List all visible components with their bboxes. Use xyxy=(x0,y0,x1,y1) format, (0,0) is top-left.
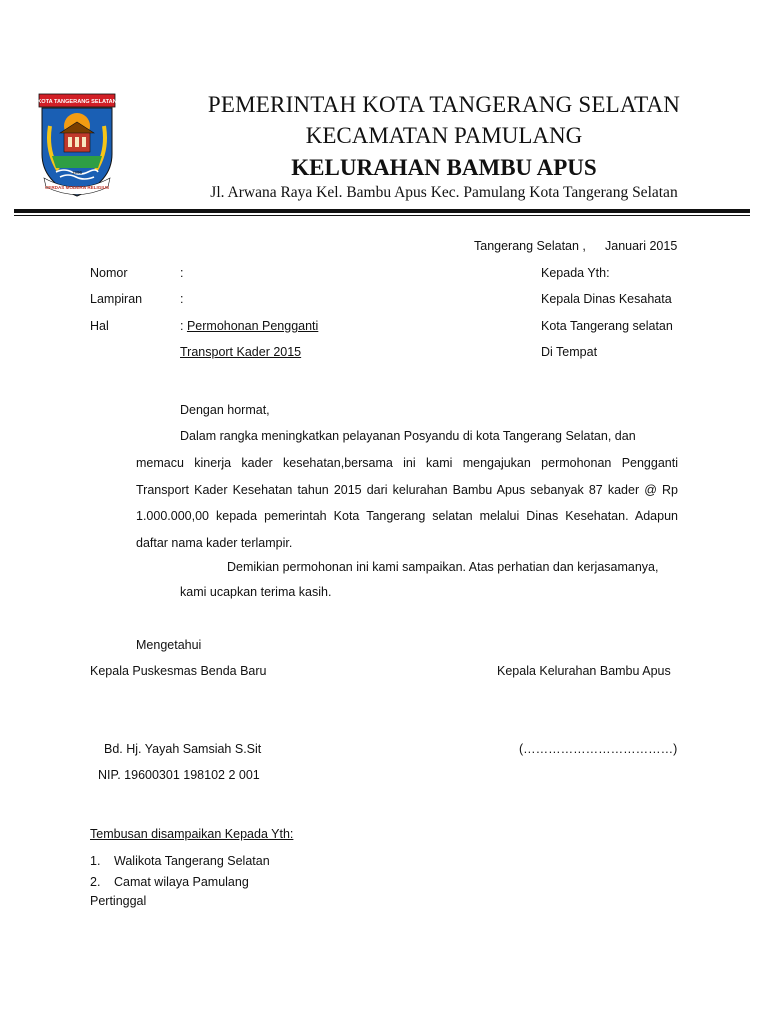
kota-tangerang-selatan-emblem xyxy=(36,92,118,200)
hal-label: Hal xyxy=(90,319,109,333)
recipient-greeting: Kepada Yth: xyxy=(541,266,610,280)
letterhead-divider-thick xyxy=(14,209,750,213)
letterhead-address: Jl. Arwana Raya Kel. Bambu Apus Kec. Pamulang Kota Tangerang Selatan xyxy=(210,184,678,201)
body-closing-line2: kami ucapkan terima kasih. xyxy=(180,585,332,599)
tembusan-item-1-number: 1. xyxy=(90,854,101,868)
tembusan-archive: Pertinggal xyxy=(90,894,147,908)
letterhead-village: KELURAHAN BAMBU APUS xyxy=(291,155,597,180)
body-paragraph-1: memacu kinerja kader kesehatan,bersama ini kami mengajukan permohonan Pengganti Transport Kader Kesehatan tahun 2015 dari kelurahan Bambu Apus sebanyak 87 kader @ Rp 1.000.000,00 kepada pemerintah Kota Tangerang selatan melalui Dinas Kesehatan. Adapun daftar nama kader terlampir. xyxy=(136,456,678,550)
hal-subject xyxy=(180,319,318,333)
emblem-year: 1996 xyxy=(71,170,83,175)
letter-date-place: Tangerang Selatan , xyxy=(474,239,586,253)
tembusan-item-1: Walikota Tangerang Selatan xyxy=(114,854,270,868)
nomor-label: Nomor xyxy=(90,266,128,280)
recipient-office: Kepala Dinas Kesahata xyxy=(541,292,672,306)
emblem-top-text: KOTA TANGERANG SELATAN xyxy=(37,99,117,105)
nomor-value: : xyxy=(180,266,184,280)
body-closing-line1: Demikian permohonan ini kami sampaikan. Atas perhatian dan kerjasamanya, xyxy=(227,560,659,574)
emblem-motto: CERDAS MODERN RELIGIUS xyxy=(44,185,110,190)
tembusan-item-2: Camat wilaya Pamulang xyxy=(114,875,249,889)
hal-subject-line2: Transport Kader 2015 xyxy=(180,345,302,359)
letter-date-month: Januari 2015 xyxy=(605,239,678,253)
recipient-place: Di Tempat xyxy=(541,345,598,359)
lampiran-label: Lampiran xyxy=(90,292,143,306)
hal-subject-line1: Permohonan Pengganti xyxy=(186,319,319,333)
signatory-left-title: Kepala Puskesmas Benda Baru xyxy=(90,664,267,678)
hal-colon: : xyxy=(180,319,187,333)
body-greeting: Dengan hormat, xyxy=(180,403,270,417)
letterhead-district: KECAMATAN PAMULANG xyxy=(305,123,583,148)
tembusan-item-2-number: 2. xyxy=(90,875,101,889)
signatory-left-nip: NIP. 19600301 198102 2 001 xyxy=(98,768,260,782)
signatory-right-title: Kepala Kelurahan Bambu Apus xyxy=(497,664,671,678)
signatory-left-name: Bd. Hj. Yayah Samsiah S.Sit xyxy=(104,742,262,756)
tembusan-heading: Tembusan disampaikan Kepada Yth: xyxy=(90,827,294,841)
mengetahui-label: Mengetahui xyxy=(136,638,202,652)
lampiran-value: : xyxy=(180,292,184,306)
letterhead-government: PEMERINTAH KOTA TANGERANG SELATAN xyxy=(207,92,681,117)
letterhead-divider-thin xyxy=(14,215,750,216)
body-paragraph-1-first-line: Dalam rangka meningkatkan pelayanan Posyandu di kota Tangerang Selatan, dan xyxy=(180,429,636,443)
signatory-right-name: (………………………………) xyxy=(519,742,678,756)
recipient-city: Kota Tangerang selatan xyxy=(541,319,673,333)
